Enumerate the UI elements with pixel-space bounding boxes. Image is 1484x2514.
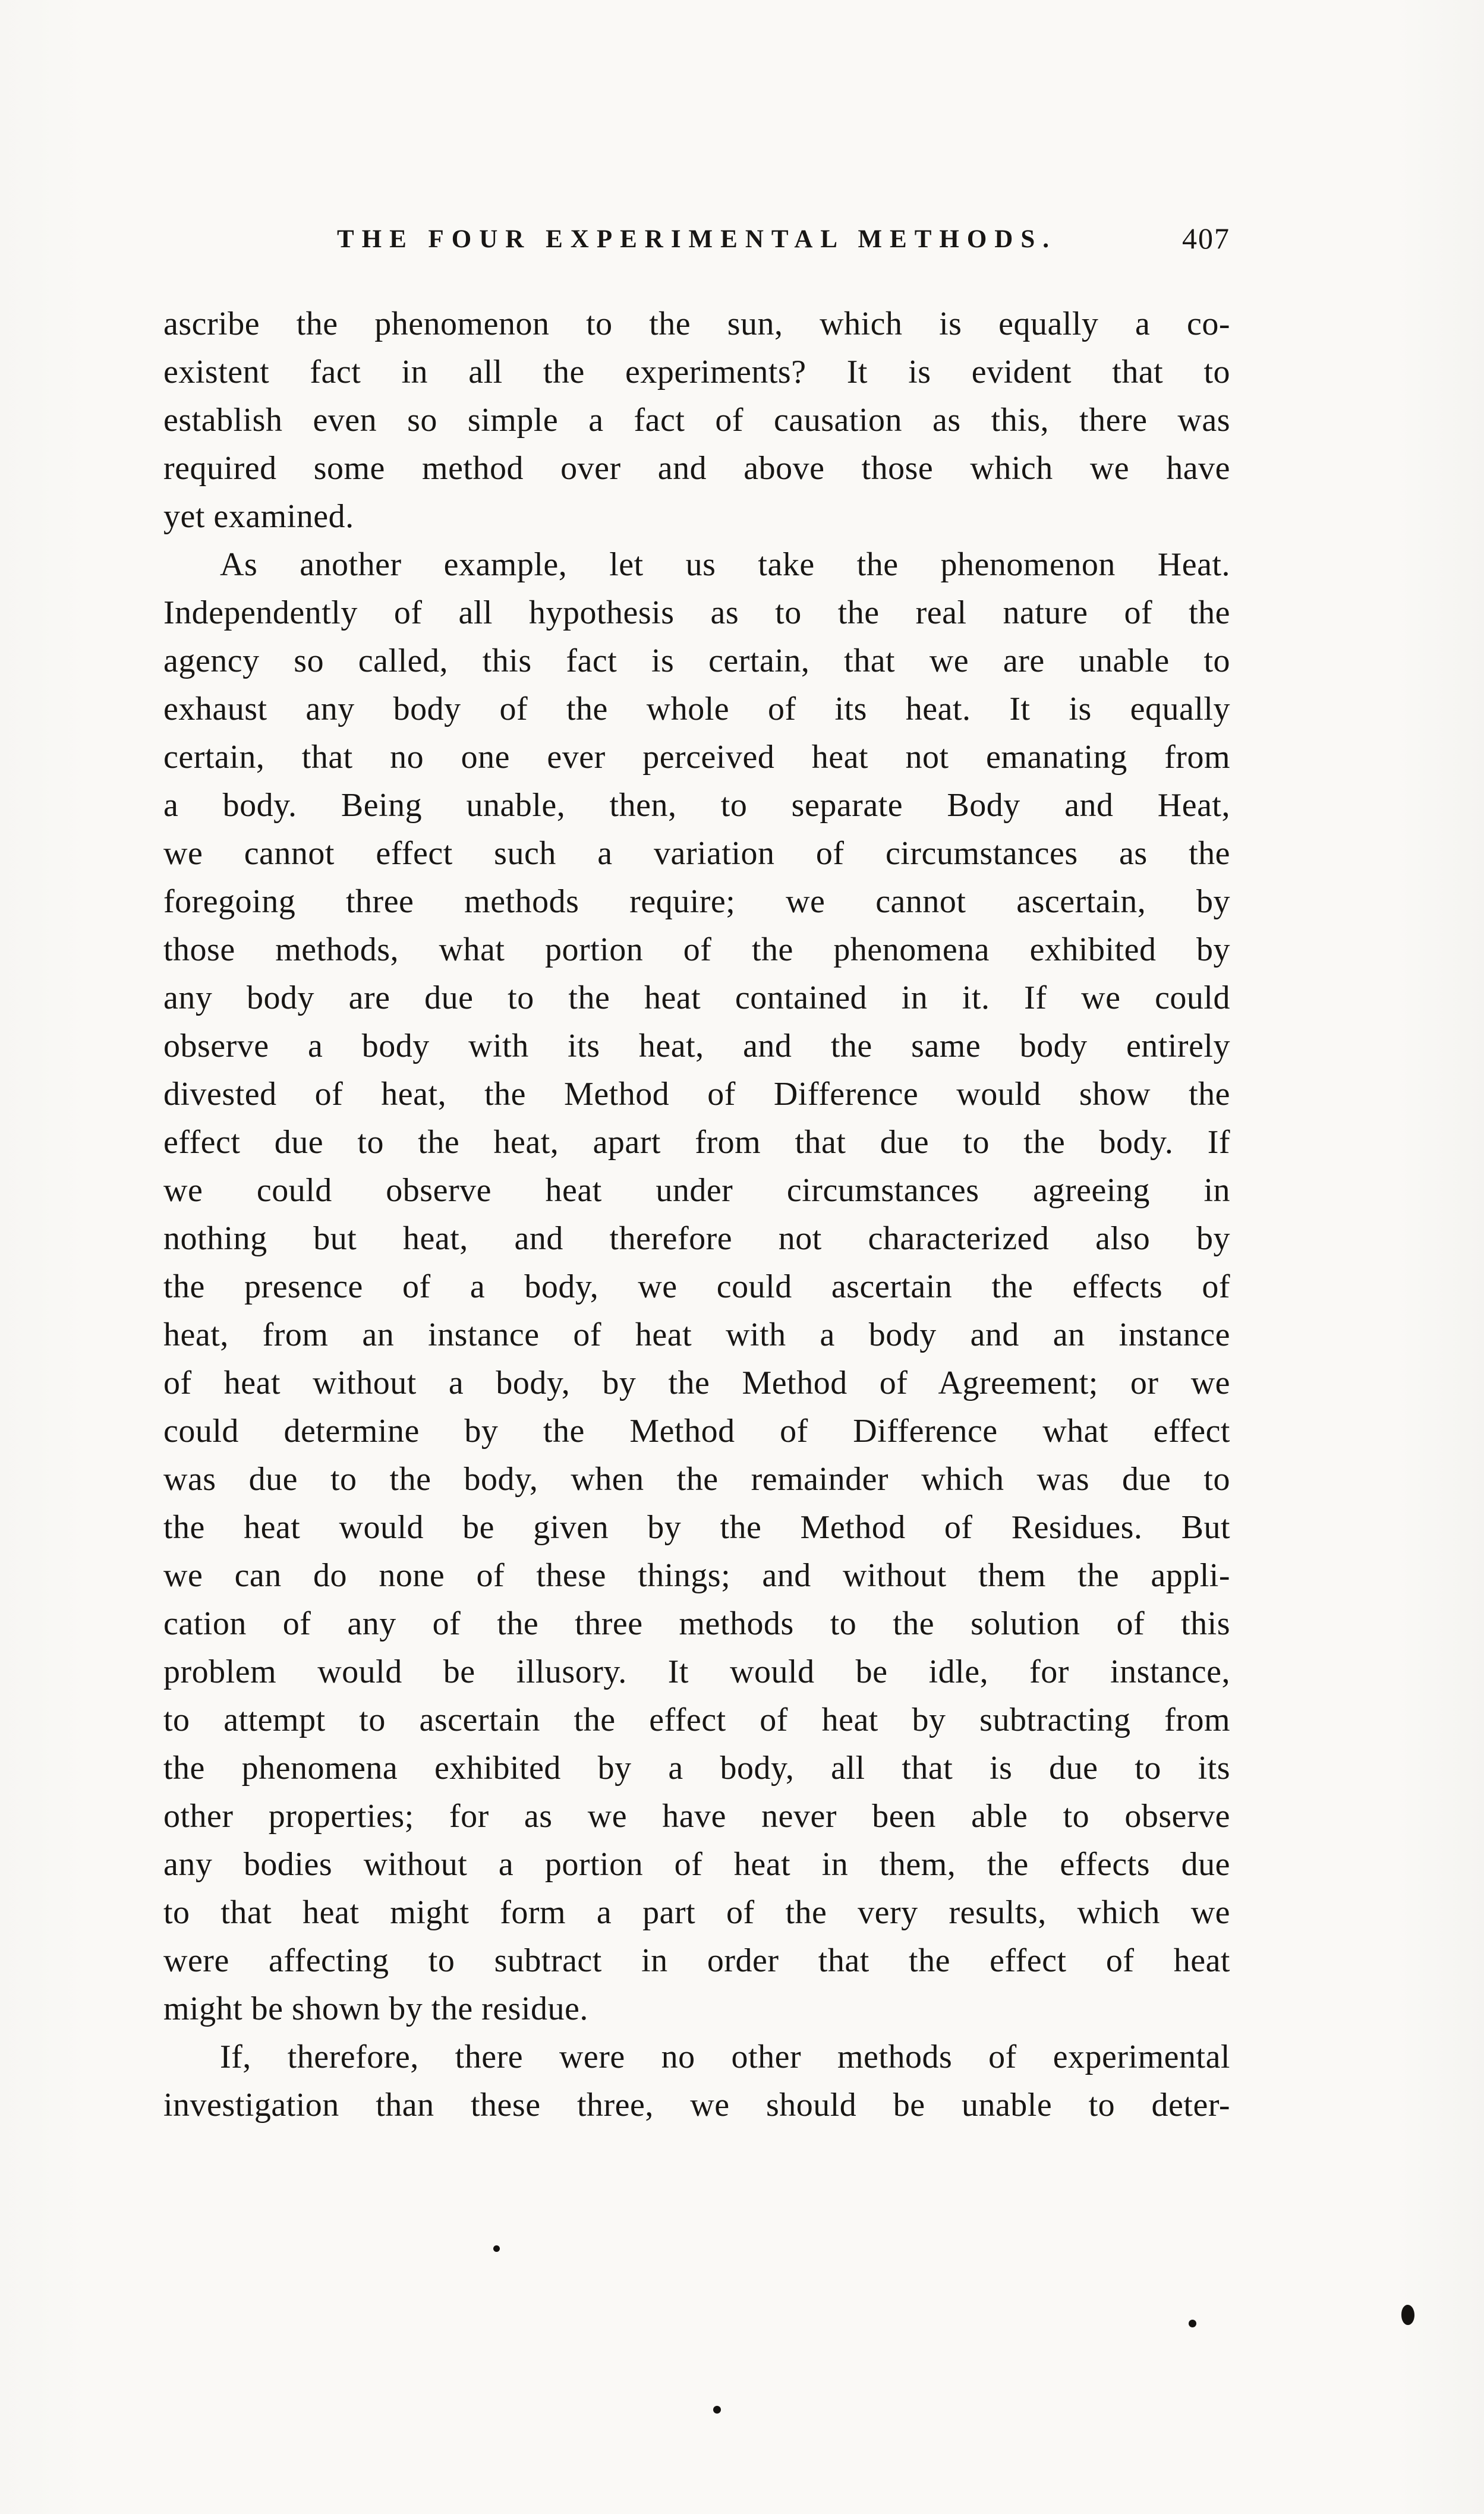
text-line: investigation than these three, we should be unable to deter- — [163, 2087, 1230, 2124]
text-line: yet examined. — [163, 498, 354, 535]
text-line: those methods, what portion of the phenomena exhibited by — [163, 931, 1230, 968]
text-line: As another example, let us take the phenomenon Heat. — [220, 546, 1230, 583]
text-line: problem would be illusory. It would be idle, for instance, — [163, 1653, 1230, 1690]
text-line: If, therefore, there were no other methods of experimental — [220, 2039, 1230, 2075]
text-line: effect due to the heat, apart from that due to the body. If — [163, 1124, 1230, 1161]
paragraph — [163, 541, 1230, 2033]
text-line: we could observe heat under circumstances agreeing in — [163, 1172, 1230, 1209]
text-line: we can do none of these things; and without them the appli- — [163, 1557, 1230, 1594]
text-line: agency so called, this fact is certain, that we are unable to — [163, 642, 1230, 679]
text-line: foregoing three methods require; we cannot ascertain, by — [163, 883, 1230, 920]
page-number: 407 — [1182, 222, 1230, 255]
text-line: might be shown by the residue. — [163, 1990, 588, 2027]
text-line: nothing but heat, and therefore not characterized also by — [163, 1220, 1230, 1257]
text-line: Independently of all hypothesis as to the real nature of the — [163, 594, 1230, 631]
text-line: required some method over and above those which we have — [163, 450, 1230, 487]
text-line: to that heat might form a part of the very results, which we — [163, 1894, 1230, 1931]
text-line: were affecting to subtract in order that the effect of heat — [163, 1942, 1230, 1979]
ink-speck — [493, 2245, 500, 2252]
ink-speck — [1189, 2320, 1196, 2327]
text-line: could determine by the Method of Difference what effect — [163, 1413, 1230, 1450]
ink-speck — [713, 2406, 721, 2414]
text-line: heat, from an instance of heat with a body and an instance — [163, 1316, 1230, 1353]
text-line: ascribe the phenomenon to the sun, which is equally a co- — [163, 305, 1230, 342]
text-line: the heat would be given by the Method of Residues. But — [163, 1509, 1230, 1546]
page-title: THE FOUR EXPERIMENTAL METHODS. — [336, 225, 1057, 253]
text-line: other properties; for as we have never been able to observe — [163, 1798, 1230, 1835]
text-line: we cannot effect such a variation of circumstances as the — [163, 835, 1230, 872]
text-line: cation of any of the three methods to the solution of this — [163, 1605, 1230, 1642]
text-line: a body. Being unable, then, to separate Body and Heat, — [163, 787, 1230, 824]
text-line: to attempt to ascertain the effect of heat by subtracting from — [163, 1702, 1230, 1738]
text-line: existent fact in all the experiments? It is evident that to — [163, 354, 1230, 390]
text-line: divested of heat, the Method of Difference would show the — [163, 1076, 1230, 1113]
text-line: any bodies without a portion of heat in them, the effects due — [163, 1846, 1230, 1883]
text-line: the presence of a body, we could ascertain the effects of — [163, 1268, 1230, 1305]
text-line: observe a body with its heat, and the same body entirely — [163, 1028, 1230, 1064]
text-line: was due to the body, when the remainder which was due to — [163, 1461, 1230, 1498]
text-line: certain, that no one ever perceived heat not emanating from — [163, 739, 1230, 776]
paragraph — [163, 300, 1230, 541]
text-line: of heat without a body, by the Method of Agreement; or we — [163, 1365, 1230, 1401]
text-line: any body are due to the heat contained in it. If we could — [163, 979, 1230, 1016]
ink-speck — [1401, 2305, 1414, 2325]
text-line: establish even so simple a fact of causation as this, there was — [163, 402, 1230, 439]
text-block — [163, 300, 1230, 2129]
paragraph — [163, 2033, 1230, 2129]
text-line: the phenomena exhibited by a body, all that is due to its — [163, 1750, 1230, 1787]
running-header — [163, 221, 1230, 263]
text-line: exhaust any body of the whole of its heat. It is equally — [163, 691, 1230, 727]
